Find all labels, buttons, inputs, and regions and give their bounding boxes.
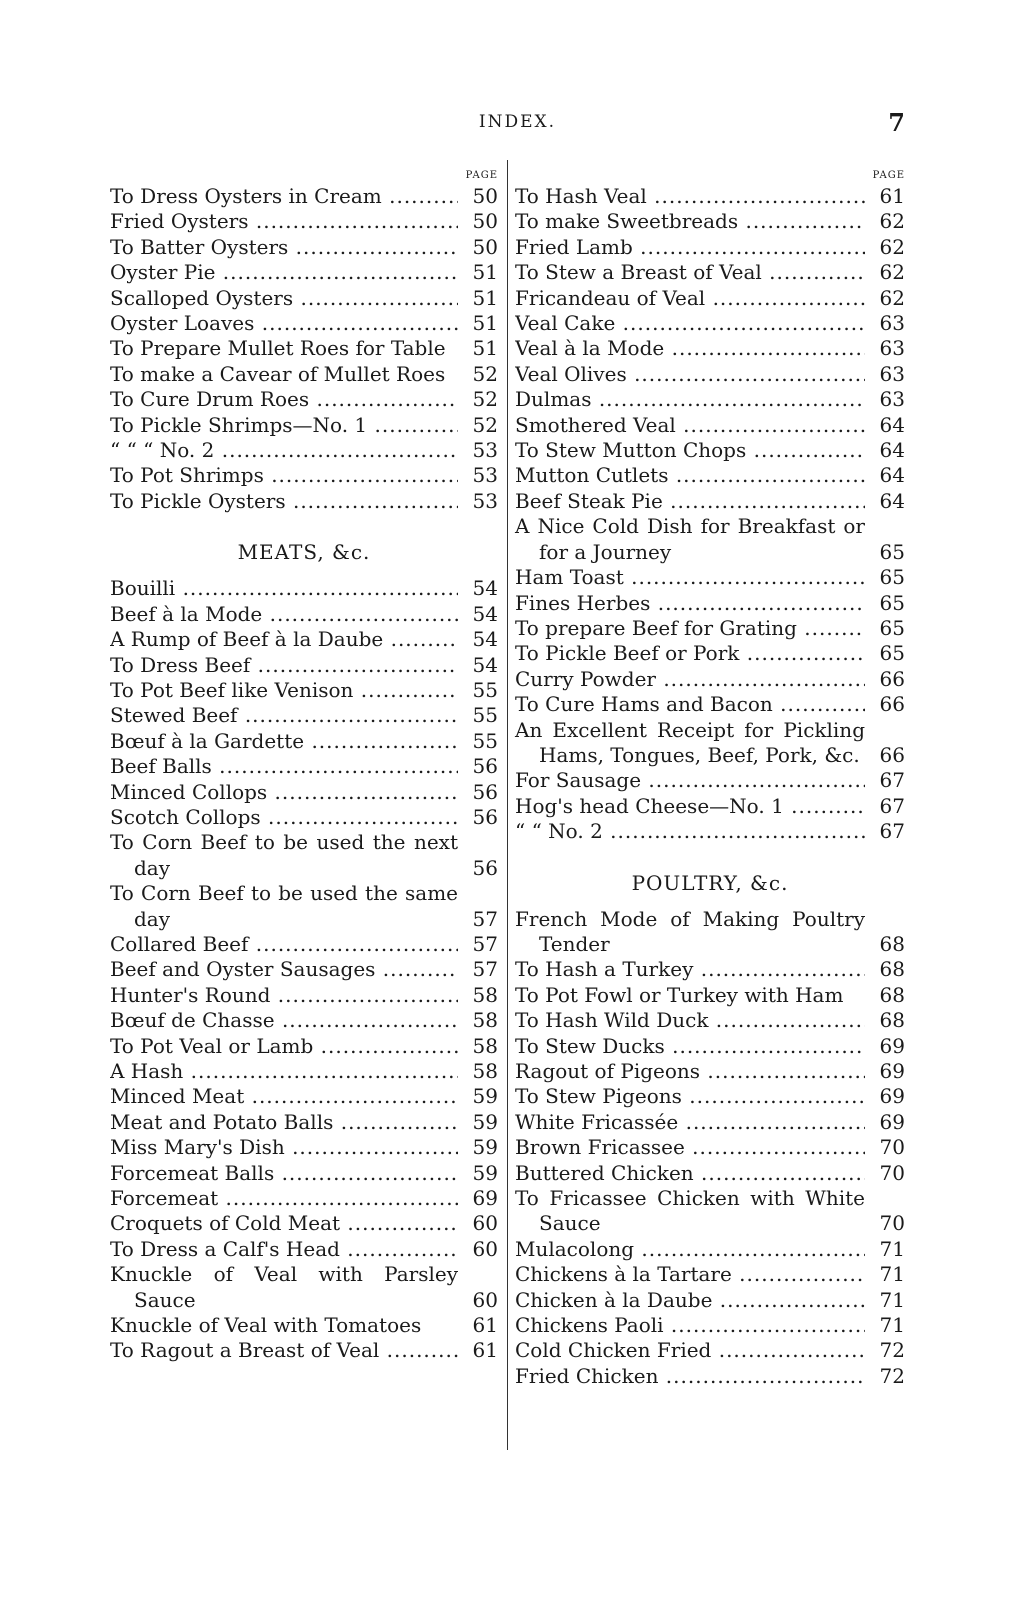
index-entry xyxy=(110,184,498,209)
index-entry xyxy=(110,1059,498,1084)
entry-title: Brown Fricassee ..... xyxy=(515,1135,865,1160)
index-entry xyxy=(515,286,905,311)
entry-title: Knuckle of Veal with Tomatoes xyxy=(110,1313,422,1338)
entry-page: 65 xyxy=(879,590,905,615)
index-entry xyxy=(515,1059,905,1084)
index-entry xyxy=(110,602,498,627)
index-entry xyxy=(515,1008,905,1033)
entry-title: French Mode of Making Poultry Tender xyxy=(515,906,865,956)
entry-title: Beef and Oyster Sausages ..... xyxy=(110,957,458,982)
entry-page: 66 xyxy=(879,666,905,691)
entry-title: A Hash ..... xyxy=(110,1059,458,1084)
entry-title: Cold Chicken Fried ..... xyxy=(515,1338,865,1363)
entry-page: 54 xyxy=(472,652,498,677)
index-entry xyxy=(110,1186,498,1211)
entry-page: 56 xyxy=(472,754,498,779)
index-entry xyxy=(110,1237,498,1262)
entry-page: 72 xyxy=(879,1338,905,1363)
index-entry xyxy=(110,932,498,957)
entry-title: To Dress a Calf's Head ..... xyxy=(110,1237,458,1262)
entry-page: 65 xyxy=(879,641,905,666)
entry-title: To Stew Pigeons ..... xyxy=(515,1084,865,1109)
entry-title: Oyster Loaves ..... xyxy=(110,311,458,336)
index-entry xyxy=(110,286,498,311)
entry-title: To Cure Hams and Bacon ..... xyxy=(515,692,865,717)
index-entry xyxy=(515,1262,905,1287)
entry-page: 51 xyxy=(472,311,498,336)
entry-title: To Pickle Shrimps—No. 1 ..... xyxy=(110,413,458,438)
entry-title: Miss Mary's Dish ..... xyxy=(110,1135,458,1160)
index-entry xyxy=(110,1161,498,1186)
index-entry xyxy=(515,1084,905,1109)
entry-title: Forcemeat Balls ..... xyxy=(110,1161,458,1186)
entry-title: To Stew Ducks ..... xyxy=(515,1034,865,1059)
entry-page: 69 xyxy=(472,1186,498,1211)
entry-title: To Hash a Turkey ..... xyxy=(515,957,865,982)
index-entry xyxy=(110,729,498,754)
entry-page: 57 xyxy=(472,957,498,982)
index-entry xyxy=(515,1313,905,1338)
entry-title: To Pot Shrimps ..... xyxy=(110,463,458,488)
index-entry xyxy=(110,678,498,703)
entry-page: 63 xyxy=(879,311,905,336)
entry-title: Oyster Pie ..... xyxy=(110,260,458,285)
entry-page: 68 xyxy=(879,982,905,1007)
entry-page: 52 xyxy=(472,412,498,437)
entry-title: Hunter's Round ..... xyxy=(110,983,458,1008)
entry-page: 52 xyxy=(472,387,498,412)
entry-page: 70 xyxy=(879,1160,905,1185)
entry-title: Bœuf de Chasse ..... xyxy=(110,1008,458,1033)
entry-page: 56 xyxy=(472,855,498,880)
index-entry xyxy=(110,463,498,488)
entry-title: To Dress Beef ..... xyxy=(110,653,458,678)
entry-page: 57 xyxy=(472,931,498,956)
index-entry xyxy=(515,1338,905,1363)
index-entry xyxy=(515,819,905,844)
entry-page: 64 xyxy=(879,488,905,513)
entry-title: To Corn Beef to be used the same day xyxy=(110,881,458,931)
index-entry xyxy=(110,1110,498,1135)
index-entry xyxy=(110,387,498,412)
entry-title: To Pot Veal or Lamb ..... xyxy=(110,1034,458,1059)
index-entry xyxy=(515,184,905,209)
index-entry xyxy=(515,387,905,412)
index-entry xyxy=(515,1034,905,1059)
index-entry xyxy=(110,1338,498,1363)
entry-title: Fricandeau of Veal ..... xyxy=(515,286,865,311)
entry-title: To Ragout a Breast of Veal ..... xyxy=(110,1338,458,1363)
entry-page: 59 xyxy=(472,1109,498,1134)
section-heading: POULTRY, &c. xyxy=(631,870,789,895)
entry-title: To Dress Oysters in Cream ..... xyxy=(110,184,458,209)
index-entry xyxy=(110,311,498,336)
entry-page: 69 xyxy=(879,1059,905,1083)
entry-title: Mulacolong ..... xyxy=(515,1237,865,1262)
entry-page: 58 xyxy=(472,1008,498,1033)
index-entry xyxy=(515,514,905,565)
page-column-label: PAGE xyxy=(872,170,905,181)
index-entry xyxy=(110,983,498,1008)
entry-page: 71 xyxy=(879,1236,905,1261)
entry-title: To Fricassee Chicken with White Sauce xyxy=(515,1186,865,1236)
entry-title: Smothered Veal ..... xyxy=(515,413,865,438)
index-entry xyxy=(515,616,905,641)
index-entry xyxy=(110,805,498,830)
page-number: 7 xyxy=(888,108,905,137)
entry-title: Veal Cake ..... xyxy=(515,311,865,336)
index-entry xyxy=(110,780,498,805)
index-entry xyxy=(515,591,905,616)
index-entry xyxy=(110,881,498,932)
entry-page: 58 xyxy=(472,1033,498,1058)
index-entry xyxy=(110,1262,498,1313)
entry-page: 54 xyxy=(472,601,498,626)
entry-title: To Corn Beef to be used the next day xyxy=(110,830,458,880)
entry-title: “ “ No. 2 ..... xyxy=(515,819,865,844)
entry-title: To Pot Fowl or Turkey with Ham xyxy=(515,982,844,1007)
entry-title: “ “ “ No. 2 ..... xyxy=(110,438,458,463)
entry-page: 58 xyxy=(472,1059,498,1083)
column-divider xyxy=(507,160,508,1450)
entry-title: Bouilli ..... xyxy=(110,576,458,601)
entry-title: To make a Cavear of Mullet Roes xyxy=(110,361,446,386)
entry-page: 62 xyxy=(879,234,905,259)
entry-page: 64 xyxy=(879,463,905,488)
index-entry xyxy=(515,1364,905,1389)
entry-page: 56 xyxy=(472,779,498,804)
entry-title: To Pickle Beef or Pork ..... xyxy=(515,641,865,666)
entry-page: 54 xyxy=(472,627,498,652)
index-entry xyxy=(515,438,905,463)
index-entry xyxy=(110,754,498,779)
entry-page: 72 xyxy=(879,1363,905,1388)
entry-title: A Rump of Beef à la Daube ..... xyxy=(110,627,458,652)
entry-page: 58 xyxy=(472,982,498,1007)
index-entry xyxy=(515,718,905,769)
entry-title: Beef à la Mode ..... xyxy=(110,602,458,627)
entry-page: 71 xyxy=(879,1262,905,1287)
entry-title: Croquets of Cold Meat ..... xyxy=(110,1211,458,1236)
entry-page: 50 xyxy=(472,184,498,208)
entry-title: Veal Olives ..... xyxy=(515,362,865,387)
entry-page: 56 xyxy=(472,804,498,829)
index-entry xyxy=(110,1135,498,1160)
entry-page: 65 xyxy=(879,615,905,640)
entry-page: 67 xyxy=(879,793,905,818)
index-entry xyxy=(110,957,498,982)
index-entry xyxy=(110,362,498,387)
entry-title: Mutton Cutlets ..... xyxy=(515,463,865,488)
entry-page: 70 xyxy=(879,1135,905,1160)
entry-page: 71 xyxy=(879,1313,905,1338)
entry-page: 66 xyxy=(879,742,905,767)
entry-title: Dulmas ..... xyxy=(515,387,865,412)
index-entry xyxy=(110,209,498,234)
entry-title: Minced Meat ..... xyxy=(110,1084,458,1109)
entry-title: Knuckle of Veal with Parsley Sauce xyxy=(110,1262,458,1312)
entry-title: To Hash Veal ..... xyxy=(515,184,865,209)
section-heading: MEATS, &c. xyxy=(237,540,371,565)
index-entry xyxy=(515,692,905,717)
entry-page: 59 xyxy=(472,1135,498,1160)
index-entry xyxy=(110,413,498,438)
entry-page: 50 xyxy=(472,234,498,259)
index-entry xyxy=(515,260,905,285)
entry-title: Scotch Collops ..... xyxy=(110,805,458,830)
entry-page: 66 xyxy=(879,692,905,717)
entry-page: 65 xyxy=(879,539,905,564)
index-entry xyxy=(110,260,498,285)
entry-page: 67 xyxy=(879,819,905,844)
index-entry xyxy=(515,641,905,666)
entry-title: To Pickle Oysters ..... xyxy=(110,489,458,514)
entry-page: 51 xyxy=(472,260,498,285)
index-entry xyxy=(515,336,905,361)
entry-title: To Stew Mutton Chops ..... xyxy=(515,438,865,463)
index-entry xyxy=(110,1313,498,1338)
entry-page: 68 xyxy=(879,957,905,982)
entry-page: 60 xyxy=(472,1236,498,1261)
entry-title: To Batter Oysters ..... xyxy=(110,235,458,260)
entry-page: 71 xyxy=(879,1287,905,1312)
index-entry xyxy=(110,576,498,601)
entry-page: 67 xyxy=(879,768,905,793)
entry-title: To prepare Beef for Grating ..... xyxy=(515,616,865,641)
index-entry xyxy=(515,1288,905,1313)
entry-title: An Excellent Receipt for Pickling Hams, Tongues, Beef, Pork, &c. xyxy=(515,717,865,767)
entry-title: Fried Oysters ..... xyxy=(110,209,458,234)
index-entry xyxy=(110,653,498,678)
entry-page: 57 xyxy=(472,906,498,931)
entry-title: Ham Toast ..... xyxy=(515,565,865,590)
entry-page: 64 xyxy=(879,438,905,463)
entry-title: White Fricassée ..... xyxy=(515,1110,865,1135)
index-entry xyxy=(515,957,905,982)
index-entry xyxy=(110,1008,498,1033)
entry-page: 69 xyxy=(879,1084,905,1109)
entry-title: Minced Collops ..... xyxy=(110,780,458,805)
entry-title: Fried Chicken ..... xyxy=(515,1364,865,1389)
entry-title: Chicken à la Daube ..... xyxy=(515,1288,865,1313)
entry-page: 69 xyxy=(879,1109,905,1134)
index-entry xyxy=(110,1034,498,1059)
entry-page: 59 xyxy=(472,1084,498,1109)
entry-page: 61 xyxy=(472,1313,498,1338)
entry-page: 54 xyxy=(472,576,498,601)
entry-title: Buttered Chicken ..... xyxy=(515,1161,865,1186)
index-entry xyxy=(515,565,905,590)
entry-title: Chickens Paoli ..... xyxy=(515,1313,865,1338)
index-entry xyxy=(110,438,498,463)
entry-title: Fried Lamb ..... xyxy=(515,235,865,260)
entry-page: 68 xyxy=(879,1008,905,1033)
entry-page: 62 xyxy=(879,285,905,310)
index-entry xyxy=(515,1135,905,1160)
index-entry xyxy=(515,362,905,387)
index-entry xyxy=(515,768,905,793)
entry-page: 62 xyxy=(879,209,905,234)
entry-title: Bœuf à la Gardette ..... xyxy=(110,729,458,754)
entry-page: 65 xyxy=(879,565,905,590)
index-entry xyxy=(515,983,905,1008)
index-entry xyxy=(110,336,498,361)
running-title: INDEX. xyxy=(478,112,557,132)
entry-title: Stewed Beef ..... xyxy=(110,703,458,728)
entry-title: Beef Balls ..... xyxy=(110,754,458,779)
entry-page: 55 xyxy=(472,703,498,728)
entry-title: To Prepare Mullet Roes for Table xyxy=(110,336,446,361)
entry-page: 50 xyxy=(472,209,498,234)
index-entry xyxy=(515,907,905,958)
entry-page: 62 xyxy=(879,260,905,285)
entry-page: 55 xyxy=(472,677,498,702)
entry-title: Chickens à la Tartare ..... xyxy=(515,1262,865,1287)
index-entry xyxy=(110,830,498,881)
page-header xyxy=(0,108,1035,138)
entry-page: 64 xyxy=(879,412,905,437)
entry-page: 61 xyxy=(879,184,905,208)
entry-page: 63 xyxy=(879,387,905,412)
index-entry xyxy=(515,1186,905,1237)
entry-title: A Nice Cold Dish for Breakfast or for a Journey xyxy=(515,514,865,564)
entry-title: To Pot Beef like Venison ..... xyxy=(110,678,458,703)
index-entry xyxy=(110,489,498,514)
entry-title: To make Sweetbreads ..... xyxy=(515,209,865,234)
entry-page: 63 xyxy=(879,336,905,361)
index-column-right xyxy=(515,168,905,1389)
index-column-left xyxy=(110,168,498,1364)
entry-title: Beef Steak Pie ..... xyxy=(515,489,865,514)
entry-page: 53 xyxy=(472,488,498,513)
entry-page: 51 xyxy=(472,285,498,310)
index-entry xyxy=(110,627,498,652)
entry-title: Forcemeat ..... xyxy=(110,1186,458,1211)
index-entry xyxy=(515,463,905,488)
page-column-label: PAGE xyxy=(465,170,498,181)
entry-title: Fines Herbes ..... xyxy=(515,591,865,616)
entry-page: 60 xyxy=(472,1211,498,1236)
entry-title: Collared Beef ..... xyxy=(110,932,458,957)
entry-title: Scalloped Oysters ..... xyxy=(110,286,458,311)
index-entry xyxy=(515,667,905,692)
index-entry xyxy=(515,794,905,819)
entry-page: 55 xyxy=(472,728,498,753)
entry-title: Curry Powder ..... xyxy=(515,667,865,692)
entry-title: For Sausage ..... xyxy=(515,768,865,793)
entry-page: 61 xyxy=(472,1338,498,1363)
entry-page: 63 xyxy=(879,361,905,386)
entry-title: To Cure Drum Roes ..... xyxy=(110,387,458,412)
index-entry xyxy=(515,311,905,336)
index-entry xyxy=(515,1110,905,1135)
index-entry xyxy=(110,1211,498,1236)
entry-title: Hog's head Cheese—No. 1 ..... xyxy=(515,794,865,819)
entry-title: Veal à la Mode ..... xyxy=(515,336,865,361)
entry-page: 60 xyxy=(472,1287,498,1312)
index-entry xyxy=(110,1084,498,1109)
entry-page: 69 xyxy=(879,1033,905,1058)
index-entry xyxy=(515,1161,905,1186)
entry-title: To Stew a Breast of Veal ..... xyxy=(515,260,865,285)
entry-page: 52 xyxy=(472,361,498,386)
index-entry xyxy=(110,703,498,728)
index-entry xyxy=(515,1237,905,1262)
entry-title: Meat and Potato Balls ..... xyxy=(110,1110,458,1135)
index-entry xyxy=(515,413,905,438)
index-entry xyxy=(515,209,905,234)
entry-page: 70 xyxy=(879,1211,905,1236)
entry-page: 53 xyxy=(472,463,498,488)
entry-page: 59 xyxy=(472,1160,498,1185)
entry-page: 53 xyxy=(472,438,498,463)
entry-page: 51 xyxy=(472,336,498,361)
index-entry xyxy=(515,235,905,260)
index-entry xyxy=(515,489,905,514)
entry-title: To Hash Wild Duck ..... xyxy=(515,1008,865,1033)
index-entry xyxy=(110,235,498,260)
entry-page: 68 xyxy=(879,931,905,956)
entry-title: Ragout of Pigeons ..... xyxy=(515,1059,865,1084)
